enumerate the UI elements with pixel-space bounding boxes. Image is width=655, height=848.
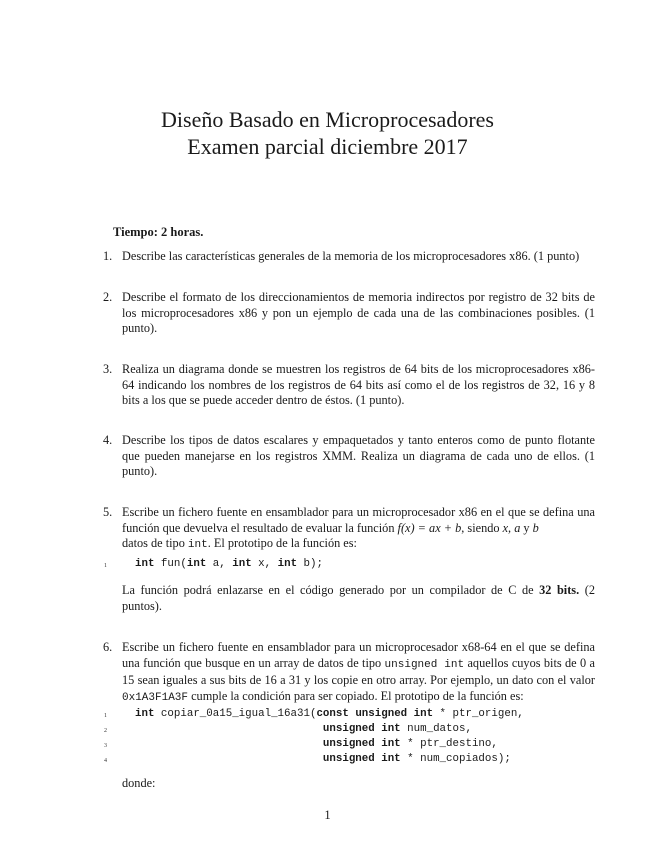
question-text: Escribe un fichero fuente en ensamblador para un microprocesador x68-64 en el que se defina una función que busque en un array de datos de tipo unsigned int aquellos cuyos bits de 0 a 15 sean iguales a sus bits de 16 a 31 y los copie en otro array. Por ejemplo, un dato con el valor 0x1A3F1A3F cumple la condición para ser copiado. El prototipo de la función es: [122, 640, 596, 704]
question-text: Describe el formato de los direccionamientos de memoria indirectos por registro de 32 bits de los microprocesadores x86 y pon un ejemplo de cada una de las combinaciones posibles. (1 punto). [122, 290, 595, 335]
question-number: 5. [103, 505, 113, 519]
question-number: 1. [103, 249, 113, 263]
question-number: 6. [103, 640, 113, 654]
question-number: 3. [103, 362, 113, 376]
page-number: 1 [324, 808, 331, 822]
function-formula: f(x) = ax + b [397, 520, 462, 535]
question-5-note: La función podrá enlazarse en el código generado por un compilador de C de 32 bits. (2 puntos). [122, 583, 595, 613]
code-line: 2 unsigned int num_datos, [0, 722, 655, 737]
question-text: Realiza un diagrama donde se muestren los registros de 64 bits de los microprocesadores x86-64 indicando los nombres de los registros de 64 bits así como el de los registros de 32, 16 y 8 bits a los que se puede acceder dentro de éstos. (1 punto). [122, 362, 595, 407]
document-title: Diseño Basado en Microprocesadores [161, 107, 494, 132]
document-subtitle: Examen parcial diciembre 2017 [187, 134, 468, 159]
line-number: 1 [104, 713, 107, 719]
line-number: 2 [104, 728, 107, 734]
code-line: 3 unsigned int * ptr_destino, [0, 737, 655, 752]
code-line: 1 int copiar_0a15_igual_16a31(const unsigned int * ptr_origen, [0, 707, 655, 722]
code-line: 1 int fun(int a, int x, int b); [0, 557, 655, 572]
question-text: Describe los tipos de datos escalares y empaquetados y tanto enteros como de punto flotante que pueden manejarse en los registros XMM. Realiza un diagrama de cada uno de ellos. (1 punto). [122, 433, 595, 478]
question-text: Escribe un fichero fuente en ensamblador para un microprocesador x86 en el que se defina una función que devuelva el resultado de evaluar la función f(x) = ax + b, siendo x, a y b datos de tipo int. El prototipo de la función es: [122, 505, 595, 551]
time-label: Tiempo: 2 horas. [113, 225, 204, 239]
code-line: 4 unsigned int * num_copiados); [0, 752, 655, 767]
line-number: 4 [104, 758, 107, 764]
line-number: 1 [104, 563, 107, 569]
question-number: 4. [103, 433, 113, 447]
question-number: 2. [103, 290, 113, 304]
question-text: Describe las características generales de la memoria de los microprocesadores x86. (1 punto) [122, 249, 580, 263]
question-6-note: donde: [122, 776, 156, 790]
line-number: 3 [104, 743, 107, 749]
